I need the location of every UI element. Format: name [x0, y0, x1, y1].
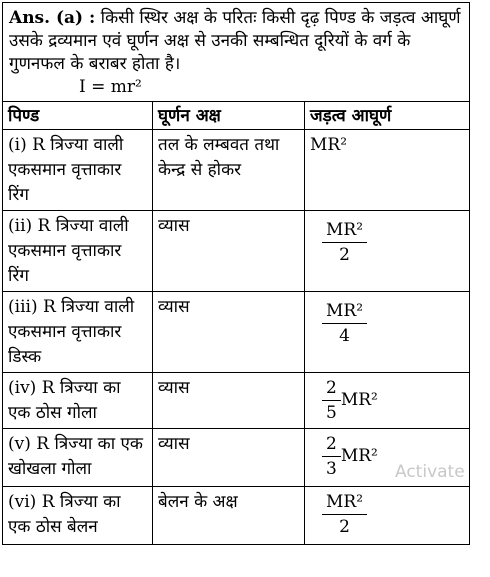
row-body: (iii) R त्रिज्या वाली एकसमान वृत्ताकार डिस्क [3, 292, 153, 373]
moment-value: MR² [340, 446, 378, 466]
answer-intro [3, 3, 470, 102]
table-row [3, 211, 470, 292]
answer-label: Ans. (a) : [9, 8, 96, 28]
row-moment [305, 373, 470, 429]
row-axis: तल के लम्बवत तथा केन्द्र से होकर [153, 130, 305, 211]
moment-value: MR² [340, 390, 378, 410]
coefficient-fraction [322, 434, 341, 479]
fraction-numerator: MR² [322, 492, 367, 515]
header-axis: घूर्णन अक्ष [153, 102, 305, 130]
fraction-denominator: 4 [339, 326, 350, 346]
table-row [3, 130, 470, 211]
answer-intro-row [3, 3, 470, 102]
row-axis: बेलन के अक्ष [153, 487, 305, 545]
table-header-row [3, 102, 470, 130]
fraction-numerator: 2 [322, 434, 341, 457]
row-axis: व्यास [153, 292, 305, 373]
fraction-denominator: 5 [326, 403, 337, 423]
header-moment: जड़त्व आघूर्ण [305, 102, 470, 130]
table-row [3, 487, 470, 545]
row-body: (v) R त्रिज्या का एक खोखला गोला [3, 429, 153, 487]
formula: I = mr² [79, 77, 142, 97]
row-body: (i) R त्रिज्या वाली एकसमान वृत्ताकार रिंग [3, 130, 153, 211]
row-moment [305, 487, 470, 545]
answer-text: किसी स्थिर अक्ष के परितः किसी दृढ़ पिण्ड के जड़त्व आघूर्ण उसके द्रव्यमान एवं घूर्णन अक्ष से उनकी सम्बन्धित दूरियों के वर्ग के गुणनफल के बराबर होता है। [9, 8, 461, 74]
table-row [3, 373, 470, 429]
moment-fraction [322, 301, 367, 346]
row-axis: व्यास [153, 429, 305, 487]
fraction-numerator: MR² [322, 301, 367, 324]
moment-fraction [322, 492, 367, 537]
fraction-denominator: 2 [339, 245, 350, 265]
row-body: (vi) R त्रिज्या का एक ठोस बेलन [3, 487, 153, 545]
fraction-numerator: 2 [322, 378, 341, 401]
row-moment [305, 292, 470, 373]
row-axis: व्यास [153, 373, 305, 429]
row-moment [305, 130, 470, 211]
activation-watermark: Activate [395, 462, 465, 482]
fraction-numerator: MR² [322, 220, 367, 243]
fraction-denominator: 2 [339, 517, 350, 537]
row-body: (ii) R त्रिज्या वाली एकसमान वृत्ताकार रिंग [3, 211, 153, 292]
moment-mixed [322, 434, 378, 479]
moment-value: MR² [310, 135, 348, 155]
row-moment [305, 211, 470, 292]
row-axis: व्यास [153, 211, 305, 292]
header-body: पिण्ड [3, 102, 153, 130]
table-row [3, 292, 470, 373]
fraction-denominator: 3 [326, 459, 337, 479]
row-body: (iv) R त्रिज्या का एक ठोस गोला [3, 373, 153, 429]
coefficient-fraction [322, 378, 341, 423]
moment-fraction [322, 220, 367, 265]
moment-mixed [322, 378, 378, 423]
